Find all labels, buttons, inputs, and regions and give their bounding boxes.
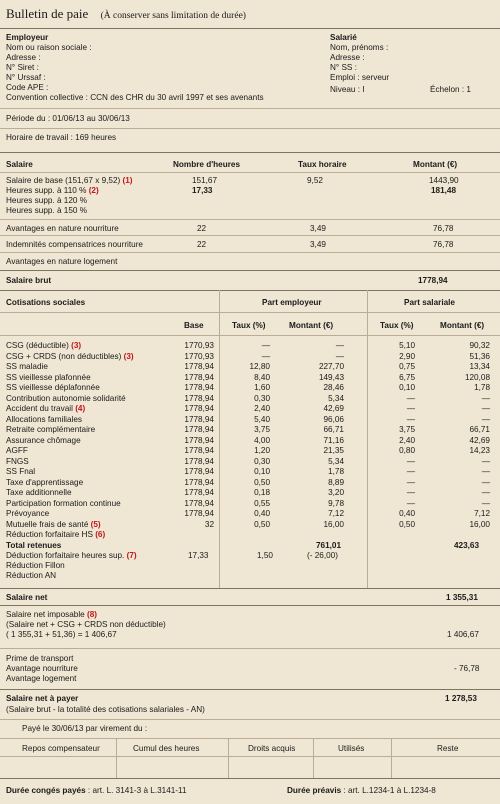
header [6, 6, 246, 28]
amount-column-header: Montant (€) [413, 160, 458, 169]
food-advantage-value: - 76,78 [454, 664, 480, 673]
note-marker: (5) [90, 519, 101, 529]
cotisation-sm-cell: 7,12 [474, 509, 490, 518]
cotisation-label: SS vieillesse déplafonnée [6, 383, 100, 392]
cotisation-label: SS vieillesse plafonnée [6, 372, 91, 382]
leave-header: Repos compensateur [22, 744, 100, 753]
cotisation-sr-cell: 0,50 [399, 519, 415, 529]
cotisation-base-cell: 1778,94 [184, 393, 214, 403]
leave-header: Utilisés [338, 744, 365, 753]
cotisation-er-cell: 0,55 [254, 498, 270, 508]
cotisation-sm-cell: 13,34 [469, 362, 490, 371]
cotisation-label: Participation formation continue [6, 498, 121, 508]
divider [0, 152, 500, 153]
cotisation-base-cell: 1778,94 [184, 467, 214, 476]
document-subtitle: (À conserver sans limitation de durée) [100, 11, 246, 21]
leave-header: Droits acquis [248, 744, 296, 753]
food-compensation-label: Indemnités compensatrices nourriture [6, 240, 143, 249]
employer-line: Code APE : [6, 83, 49, 92]
food-compensation-rate: 3,49 [310, 240, 326, 249]
cotisation-sm-cell: 16,00 [469, 519, 490, 529]
cotisation-er-cell: 0,18 [254, 488, 270, 497]
divider [0, 588, 500, 589]
cotisation-label: CSG + CRDS (non déductibles) (3) [6, 351, 134, 361]
cotisation-sm-cell: 14,23 [469, 446, 490, 455]
cotisation-label: SS Fnal [6, 467, 36, 476]
cotisation-em-cell: 96,06 [323, 414, 344, 424]
food-benefit-rate: 3,49 [310, 224, 326, 233]
cotisation-sm-cell: 51,36 [469, 351, 490, 361]
cotisation-sr-cell: 3,75 [399, 425, 415, 434]
divider [0, 312, 500, 313]
divider [0, 28, 500, 29]
divider [0, 605, 500, 606]
cotisation-sr-cell: — [406, 488, 415, 497]
column-separator [391, 738, 392, 778]
transport-bonus-label: Prime de transport [6, 654, 74, 663]
cotisation-er-cell: 0,10 [254, 467, 270, 476]
cotisation-er-cell: — [261, 351, 270, 361]
cotisation-er-cell: 0,50 [254, 519, 270, 529]
cotisation-base-cell: 1778,94 [184, 414, 214, 424]
overtime-deduction-rate: 1,50 [257, 551, 273, 560]
base-salary-label: Salaire de base (151,67 x 9,52) (1) [6, 176, 133, 185]
column-separator [219, 290, 220, 588]
cotisation-er-cell: 3,75 [254, 425, 270, 434]
cotisation-label: Réduction forfaitaire HS (6) [6, 530, 106, 539]
employer-line: N° Urssaf : [6, 73, 46, 82]
divider [0, 235, 500, 236]
cotisation-sr-cell: 2,90 [399, 351, 415, 361]
lodging-advantage-label: Avantage logement [6, 674, 77, 683]
cotisation-sm-cell: — [481, 404, 490, 413]
total-deductions-label: Total retenues [6, 541, 62, 550]
cotisation-er-cell: 12,80 [249, 362, 270, 371]
cotisation-sr-cell: — [406, 404, 415, 413]
employer-line: Adresse : [6, 53, 41, 62]
cotisation-base-cell: 1778,94 [184, 477, 214, 487]
paid-leave-reference: Durée congés payés : art. L. 3141-3 à L.3141-11 [6, 786, 187, 795]
cotisation-sm-cell: — [481, 456, 490, 466]
gross-salary-value: 1778,94 [418, 276, 448, 285]
divider [0, 778, 500, 779]
cotisation-er-cell: 1,20 [254, 446, 270, 455]
cotisation-sr-cell: 0,80 [399, 446, 415, 455]
employer-rate-header: Taux (%) [232, 321, 266, 330]
divider [0, 648, 500, 649]
note-marker: (4) [75, 404, 86, 413]
cotisation-em-cell: 42,69 [323, 404, 344, 413]
cotisation-label: Assurance chômage [6, 435, 81, 445]
note-marker: (7) [126, 551, 137, 560]
base-column-header: Base [184, 321, 204, 330]
cotisation-er-cell: 4,00 [254, 435, 270, 445]
cotisation-label: AGFF [6, 446, 28, 455]
cotisation-er-cell: 8,40 [254, 372, 270, 382]
food-benefit-qty: 22 [197, 224, 207, 233]
column-separator [228, 738, 229, 778]
cotisation-em-cell: 9,78 [328, 498, 344, 508]
leave-header: Cumul des heures [133, 744, 200, 753]
employee-part-header: Part salariale [404, 298, 455, 307]
document-title: Bulletin de paie [6, 6, 89, 21]
divider [0, 290, 500, 291]
lodging-benefit-label: Avantages en nature logement [6, 257, 118, 266]
cotisation-em-cell: 1,78 [328, 467, 344, 476]
cotisation-base-cell: 1778,94 [184, 425, 214, 434]
divider [0, 738, 500, 739]
cotisation-base-cell: 1778,94 [184, 509, 214, 518]
cotisation-em-cell: — [335, 351, 344, 361]
cotisation-sr-cell: — [406, 467, 415, 476]
taxable-net-value: 1 406,67 [447, 630, 479, 639]
cotisation-er-cell: 0,50 [254, 477, 270, 487]
leave-header: Reste [437, 744, 459, 753]
cotisation-label: Prévoyance [6, 509, 50, 518]
cotisation-label: Contribution autonomie solidarité [6, 393, 126, 403]
employer-heading: Employeur [6, 33, 49, 42]
divider [0, 219, 500, 220]
cotisation-sm-cell: — [481, 488, 490, 497]
employee-amount-header: Montant (€) [440, 321, 485, 330]
overtime-150-label: Heures supp. à 150 % [6, 206, 88, 215]
work-hours: Horaire de travail : 169 heures [6, 133, 117, 142]
cotisation-sm-cell: — [481, 393, 490, 403]
cotisation-sr-cell: — [406, 477, 415, 487]
cotisation-label: Mutuelle frais de santé (5) [6, 519, 101, 529]
cotisation-sr-cell: 5,10 [399, 341, 415, 350]
salary-heading: Salaire [6, 160, 33, 169]
divider [0, 756, 500, 757]
payment-method: Payé le 30/06/13 par virement du : [22, 724, 148, 733]
cotisation-sm-cell: 42,69 [469, 435, 490, 445]
cotisation-em-cell: 8,89 [328, 477, 344, 487]
cotisation-base-cell: 1770,93 [184, 351, 214, 361]
column-separator [116, 738, 117, 778]
cotisation-label: Taxe additionnelle [6, 488, 72, 497]
net-salary-value: 1 355,31 [446, 593, 478, 602]
overtime-120-label: Heures supp. à 120 % [6, 196, 88, 205]
net-salary-label: Salaire net [6, 593, 48, 602]
cotisation-base-cell: 1778,94 [184, 435, 214, 445]
cotisation-label: Accident du travail (4) [6, 404, 86, 413]
cotisation-sm-cell: — [481, 414, 490, 424]
cotisation-sr-cell: 0,10 [399, 383, 415, 392]
cotisation-er-cell: 0,40 [254, 509, 270, 518]
overtime-deduction-label: Déduction forfaitaire heures sup. (7) [6, 551, 137, 560]
cotisation-sr-cell: — [406, 498, 415, 508]
cotisation-em-cell: — [335, 341, 344, 350]
employer-line: Nom ou raison sociale : [6, 43, 92, 52]
overtime-deduction-base: 17,33 [188, 551, 209, 560]
an-reduction-label: Réduction AN [6, 571, 57, 580]
cotisation-base-cell: 1770,93 [184, 341, 214, 350]
hours-column-header: Nombre d'heures [173, 160, 241, 169]
cotisation-er-cell: 2,40 [254, 404, 270, 413]
overtime-110-label: Heures supp. à 110 % (2) [6, 186, 99, 195]
employer-amount-header: Montant (€) [289, 321, 334, 330]
employer-line: N° Siret : [6, 63, 39, 72]
cotisation-base-cell: 1778,94 [184, 383, 214, 392]
cotisation-base-cell: 1778,94 [184, 372, 214, 382]
fillon-reduction-label: Réduction Fillon [6, 561, 65, 570]
cotisation-sr-cell: — [406, 414, 415, 424]
taxable-net-label: Salaire net imposable (8) [6, 610, 98, 619]
note-marker: (3) [71, 341, 82, 350]
cotisation-sm-cell: — [481, 467, 490, 476]
cotisations-heading: Cotisations sociales [6, 298, 86, 307]
cotisation-em-cell: 21,35 [323, 446, 344, 455]
cotisation-sm-cell: 66,71 [469, 425, 490, 434]
cotisation-base-cell: 1778,94 [184, 362, 214, 371]
food-compensation-amount: 76,78 [433, 240, 454, 249]
cotisation-sr-cell: — [406, 393, 415, 403]
note-marker: (8) [87, 610, 98, 619]
base-salary-hours: 151,67 [192, 176, 218, 185]
cotisation-em-cell: 71,16 [323, 435, 344, 445]
employee-rate-header: Taux (%) [380, 321, 414, 330]
pay-period: Période du : 01/06/13 au 30/06/13 [6, 114, 130, 123]
cotisation-base-cell: 1778,94 [184, 488, 214, 497]
divider [0, 128, 500, 129]
note-marker: (2) [88, 186, 99, 195]
total-employee-value: 423,63 [454, 541, 480, 550]
employee-line: Nom, prénoms : [330, 43, 389, 52]
cotisation-sm-cell: — [481, 477, 490, 487]
taxable-net-calculation: ( 1 355,31 + 51,36) = 1 406,67 [6, 630, 117, 639]
food-advantage-label: Avantage nourriture [6, 664, 78, 673]
cotisation-em-cell: 16,00 [323, 519, 344, 529]
note-marker: (6) [95, 530, 106, 539]
cotisation-er-cell: 0,30 [254, 393, 270, 403]
employee-level: Niveau : I [330, 85, 365, 94]
overtime-110-amount: 181,48 [431, 186, 457, 195]
rate-column-header: Taux horaire [298, 160, 347, 169]
employee-job: Emploi : serveur [330, 73, 390, 82]
cotisation-em-cell: 5,34 [328, 456, 344, 466]
convention-collective: Convention collective : CCN des CHR du 30 avril 1997 et ses avenants [6, 93, 264, 102]
cotisation-sr-cell: — [406, 456, 415, 466]
food-compensation-qty: 22 [197, 240, 207, 249]
net-pay-explanation: (Salaire brut - la totalité des cotisations salariales - AN) [6, 705, 205, 714]
employee-line: N° SS : [330, 63, 357, 72]
base-salary-amount: 1443,90 [429, 176, 459, 185]
column-separator [313, 738, 314, 778]
employee-line: Adresse : [330, 53, 365, 62]
cotisation-er-cell: 0,30 [254, 456, 270, 466]
cotisation-base-cell: 1778,94 [184, 404, 214, 413]
net-pay-label: Salaire net à payer [6, 694, 79, 703]
cotisation-em-cell: 149,43 [318, 372, 344, 382]
taxable-net-formula: (Salaire net + CSG + CRDS non déductible) [6, 620, 166, 629]
cotisation-em-cell: 5,34 [328, 393, 344, 403]
cotisation-base-cell: 1778,94 [184, 446, 214, 455]
cotisation-sr-cell: 0,75 [399, 362, 415, 371]
cotisation-sm-cell: 120,08 [464, 372, 490, 382]
gross-salary-label: Salaire brut [6, 276, 52, 285]
total-employer-value: 761,01 [316, 541, 342, 550]
divider [0, 172, 500, 173]
cotisation-label: Allocations familiales [6, 414, 82, 424]
employee-echelon: Échelon : 1 [430, 85, 471, 94]
divider [0, 719, 500, 720]
cotisation-sm-cell: — [481, 498, 490, 508]
cotisation-em-cell: 28,46 [323, 383, 344, 392]
cotisation-em-cell: 66,71 [323, 425, 344, 434]
cotisation-base-cell: 1778,94 [184, 456, 214, 466]
cotisation-base-cell: 32 [204, 519, 214, 529]
cotisation-sr-cell: 6,75 [399, 372, 415, 382]
cotisation-label: CSG (déductible) (3) [6, 341, 82, 350]
cotisation-em-cell: 3,20 [328, 488, 344, 497]
cotisation-sr-cell: 2,40 [399, 435, 415, 445]
notice-reference: Durée préavis : art. L.1234-1 à L.1234-8 [287, 786, 436, 795]
cotisation-label: FNGS [6, 456, 29, 466]
column-separator [367, 290, 368, 588]
food-benefit-amount: 76,78 [433, 224, 454, 233]
cotisation-label: Taxe d'apprentissage [6, 477, 84, 487]
cotisation-sm-cell: 1,78 [474, 383, 490, 392]
overtime-deduction-amount: (- 26,00) [307, 551, 338, 560]
cotisation-sm-cell: 90,32 [469, 341, 490, 350]
overtime-110-hours: 17,33 [192, 186, 213, 195]
employee-heading: Salarié [330, 33, 357, 42]
cotisation-label: Retraite complémentaire [6, 425, 96, 434]
divider [0, 335, 500, 336]
cotisation-sr-cell: 0,40 [399, 509, 415, 518]
note-marker: (3) [123, 351, 134, 361]
net-pay-value: 1 278,53 [445, 694, 477, 703]
cotisation-er-cell: 1,60 [254, 383, 270, 392]
cotisation-er-cell: 5,40 [254, 414, 270, 424]
divider [0, 270, 500, 271]
food-benefit-label: Avantages en nature nourriture [6, 224, 119, 233]
cotisation-em-cell: 227,70 [318, 362, 344, 371]
cotisation-label: SS maladie [6, 362, 48, 371]
employer-part-header: Part employeur [262, 298, 322, 307]
cotisation-er-cell: — [261, 341, 270, 350]
divider [0, 689, 500, 690]
cotisation-em-cell: 7,12 [328, 509, 344, 518]
cotisation-base-cell: 1778,94 [184, 498, 214, 508]
divider [0, 108, 500, 109]
note-marker: (1) [122, 176, 133, 185]
divider [0, 252, 500, 253]
base-salary-rate: 9,52 [307, 176, 323, 185]
